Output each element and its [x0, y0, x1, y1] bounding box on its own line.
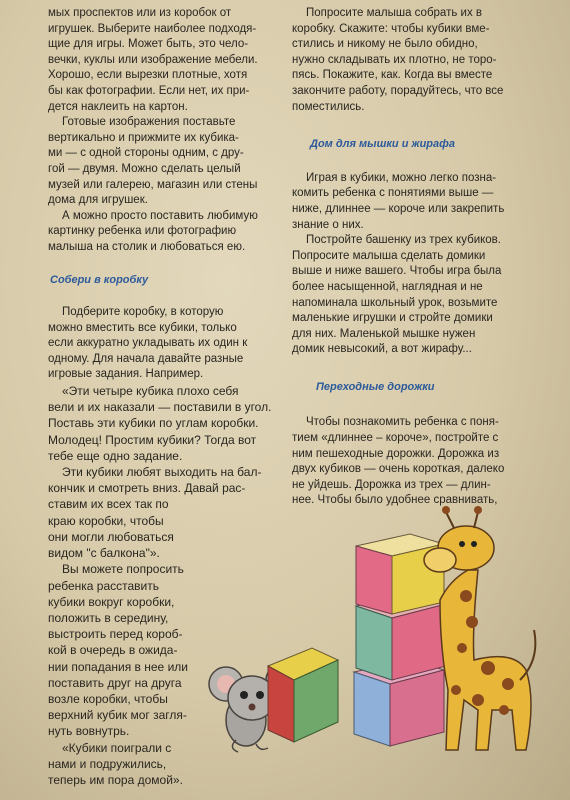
text-line: более насыщенной, наглядная и не — [292, 280, 483, 293]
paragraph — [48, 383, 278, 464]
text-line: Попросите малыша сделать домики — [292, 249, 486, 262]
text-line: верхний кубик мог загля- — [48, 708, 187, 723]
text-line: положить в середину, — [48, 610, 169, 625]
paragraph — [48, 305, 278, 383]
cube-tower — [354, 534, 446, 746]
text-line: нии попадания в нее или — [48, 659, 188, 674]
text-line: А можно просто поставить любимую — [62, 209, 258, 222]
text-line: Подберите коробку, в которую — [62, 306, 224, 319]
text-line: кубики вокруг коробки, — [48, 594, 175, 609]
text-line: игровые задания. Например. — [48, 368, 204, 381]
text-line: картинку ребенка или фотографию — [48, 225, 237, 238]
paragraph — [48, 464, 278, 561]
text-line: тебе еще одно задание. — [48, 448, 183, 463]
text-line: Готовые изображения поставьте — [62, 116, 236, 129]
text-line: щие для игры. Может быть, это чело- — [48, 38, 249, 51]
giraffe-figure — [424, 506, 535, 750]
text-line: мых проспектов или из коробок от — [48, 7, 232, 19]
text-line: ставим их всех так по — [48, 497, 169, 512]
text-line: гой — двумя. Можно сделать целый — [48, 162, 241, 175]
text-line: тием «длиннее – короче», постройте с — [292, 432, 499, 445]
text-line: нуть вовнутрь. — [48, 724, 130, 739]
section-heading: Переходные дорожки — [316, 380, 435, 393]
section-heading: Собери в коробку — [50, 273, 149, 286]
text-line: музей или галерею, магазин или стены — [48, 178, 258, 191]
text-line: Поставь эти кубики по углам коробки. — [48, 416, 259, 431]
paragraph — [48, 115, 278, 209]
text-line: не уйдешь. Дорожка из трех — длин- — [292, 478, 491, 491]
text-line: «Кубики поиграли с — [62, 740, 172, 755]
text-line: Попросите малыша собрать их в — [306, 7, 483, 19]
text-line: можно вместить все кубики, только — [48, 321, 237, 334]
text-line: Эти кубики любят выходить на бал- — [62, 465, 262, 480]
text-line: «Эти четыре кубика плохо себя — [62, 384, 239, 399]
paragraph — [292, 6, 524, 115]
text-line: малыша на столик и любоваться ею. — [48, 240, 246, 253]
text-line: видом "с балкона"». — [48, 546, 160, 561]
text-line: одному. Для начала давайте разные — [48, 352, 244, 365]
paragraph — [48, 561, 278, 739]
text-line: комить ребенка с понятиями выше — — [292, 187, 494, 200]
text-line: коробку. Скажите: чтобы кубики вме- — [292, 22, 490, 35]
text-line: ми — с одной стороны одним, с дру- — [48, 147, 244, 160]
text-line: дется наклеить на картон. — [48, 100, 188, 113]
text-line: поместились. — [292, 100, 365, 113]
text-line: Вы можете попросить — [62, 562, 184, 577]
text-line: знание о них. — [292, 218, 364, 231]
text-line: теперь им пора домой». — [48, 772, 183, 787]
text-line: нужно складывать их плотно, не торо- — [292, 53, 497, 66]
text-line: для них. Маленькой мышке нужен — [292, 327, 476, 340]
text-line: ним пешеходные дорожки. Дорожка из — [292, 447, 500, 460]
text-line: возле коробки, чтобы — [48, 691, 168, 706]
text-line: нее. Чтобы было удобнее сравнивать, — [292, 494, 498, 507]
paragraph — [48, 6, 278, 115]
text-line: они могли любоваться — [48, 529, 174, 544]
text-line: поставить друг на друга — [48, 675, 182, 690]
text-line: пясь. Покажите, как. Когда вы вместе — [292, 69, 493, 82]
text-line: Постройте башенку из трех кубиков. — [306, 234, 501, 247]
text-line: маленькие игрушки и стройте домики — [292, 312, 493, 325]
text-line: дома для игрушек. — [48, 194, 148, 207]
text-line: Чтобы познакомить ребенка с поня- — [306, 416, 499, 429]
paragraph — [48, 209, 278, 256]
text-line: кончик и смотреть вниз. Давай рас- — [48, 481, 246, 496]
text-line: краю коробки, чтобы — [48, 513, 164, 528]
left-column — [48, 6, 278, 788]
paragraph — [48, 740, 278, 789]
text-line: вертикально и прижмите их кубика- — [48, 131, 239, 144]
paragraph — [292, 171, 524, 233]
section-heading: Дом для мышки и жирафа — [310, 138, 455, 151]
text-line: двух кубиков — очень короткая, далеко — [292, 463, 505, 476]
paragraph — [292, 415, 524, 509]
text-line: ниже, длиннее — короче или закрепить — [292, 202, 505, 215]
text-line: стились и никому не было обидно, — [292, 38, 478, 51]
text-line: Молодец! Простим кубики? Тогда вот — [48, 432, 257, 447]
paragraph — [292, 233, 524, 358]
text-line: напоминала школьный урок, возьмите — [292, 296, 498, 309]
text-line: если аккуратно укладывать их один к — [48, 337, 248, 350]
text-line: Играя в кубики, можно легко позна- — [306, 171, 497, 184]
text-line: домик невысокий, а вот жирафу... — [292, 343, 472, 356]
text-line: вечки, куклы или изображение мебели. — [48, 53, 258, 66]
text-line: вели и их наказали — поставили в угол. — [48, 400, 272, 415]
text-line: ребенка расставить — [48, 578, 159, 593]
text-line: нами и подружились, — [48, 756, 167, 771]
text-line: выше и ниже вашего. Чтобы игра была — [292, 265, 502, 278]
single-cube — [268, 648, 338, 742]
right-column — [292, 6, 524, 509]
text-line: кой в очередь в ожида- — [48, 643, 178, 658]
text-line: игрушек. Выберите наиболее подходя- — [48, 22, 257, 35]
text-line: закончите работу, порадуйтесь, что все — [292, 84, 504, 97]
text-line: Хорошо, если вырезки плотные, хотя — [48, 69, 248, 82]
text-line: бы как фотографии. Если нет, их при- — [48, 84, 250, 97]
text-line: выстроить перед короб- — [48, 627, 183, 642]
